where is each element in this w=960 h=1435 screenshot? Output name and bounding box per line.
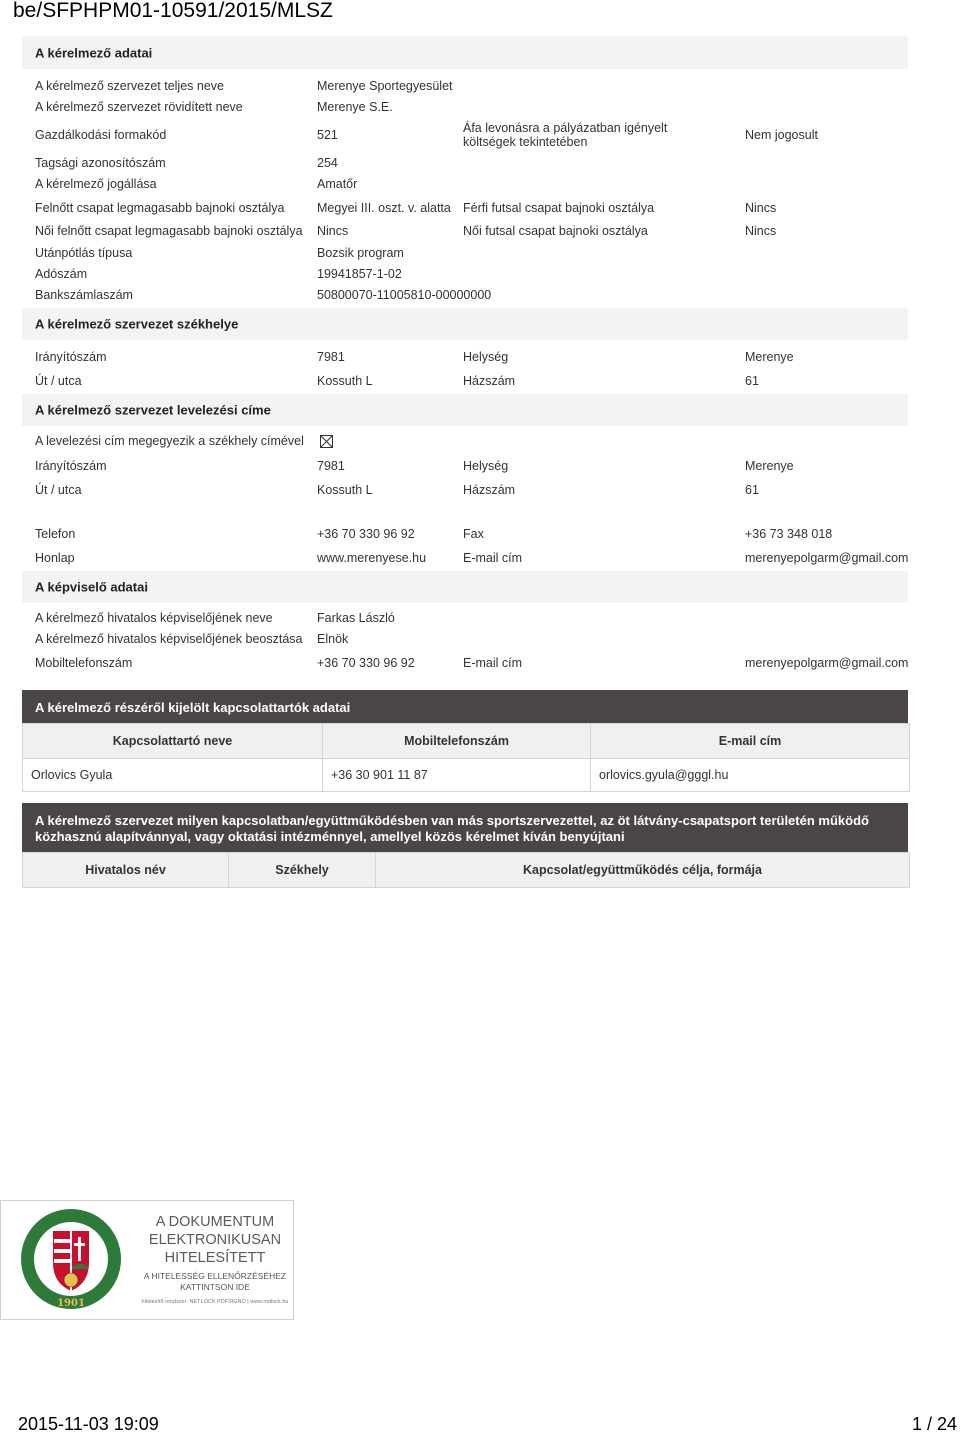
tax-number-value: 19941857-1-02 bbox=[317, 267, 402, 281]
authentication-seal[interactable] bbox=[0, 1200, 294, 1320]
mail-zip-label: Irányítószám bbox=[35, 459, 107, 473]
document-id: be/SFPHPM01-10591/2015/MLSZ bbox=[13, 0, 333, 22]
rep-email-label: E-mail cím bbox=[463, 656, 523, 670]
contacts-heading-bar bbox=[22, 690, 908, 723]
seat-city-label: Helység bbox=[463, 350, 509, 364]
seat-house-label: Házszám bbox=[463, 374, 516, 388]
footer-datetime: 2015-11-03 19:09 bbox=[18, 1414, 159, 1434]
phone-value: +36 70 330 96 92 bbox=[317, 527, 415, 541]
seal-line1: A DOKUMENTUM bbox=[155, 1214, 275, 1230]
seal-provider: hitelesítő rendszer: NETLOCK PDFSIGNO | www.netlock.hu bbox=[141, 1299, 289, 1305]
seat-zip-value: 7981 bbox=[317, 350, 345, 364]
contacts-table bbox=[22, 723, 910, 792]
checkbox-cross-icon bbox=[321, 436, 332, 447]
rep-mobile-value: +36 70 330 96 92 bbox=[317, 656, 415, 670]
contacts-heading: A kérelmező részéről kijelölt kapcsolattartók adatai bbox=[35, 700, 351, 715]
mail-street-value: Kossuth L bbox=[317, 483, 373, 497]
contact-name: Orlovics Gyula bbox=[23, 759, 323, 792]
same-address-checkbox[interactable] bbox=[320, 435, 333, 448]
coop-heading-line1: A kérelmező szervezet milyen kapcsolatban/együttműködésben van más sportszervezettel, az öt látvány-csapatsport területén működő bbox=[35, 813, 869, 828]
women-futsal-value: Nincs bbox=[745, 224, 777, 238]
adult-division-label: Felnőtt csapat legmagasabb bajnoki osztálya bbox=[35, 201, 285, 215]
seal-verify-text bbox=[140, 1271, 290, 1293]
column-header: Kapcsolattartó neve bbox=[23, 724, 323, 759]
seat-street-value: Kossuth L bbox=[317, 374, 373, 388]
column-header: Székhely bbox=[229, 853, 376, 888]
seal-small1: A HITELESSÉG ELLENŐRZÉSÉHEZ bbox=[143, 1271, 287, 1281]
website-label: Honlap bbox=[35, 551, 75, 565]
mail-house-label: Házszám bbox=[463, 483, 516, 497]
econ-code-value: 521 bbox=[317, 128, 338, 142]
seat-zip-label: Irányítószám bbox=[35, 350, 107, 364]
seal-title bbox=[140, 1213, 290, 1267]
vat-label-line1: Áfa levonásra a pályázatban igényelt bbox=[463, 121, 668, 135]
column-header: Mobiltelefonszám bbox=[323, 724, 591, 759]
phone-label: Telefon bbox=[35, 527, 76, 541]
tax-number-label: Adószám bbox=[35, 267, 88, 281]
full-name-value: Merenye Sportegyesület bbox=[317, 79, 453, 93]
mail-zip-value: 7981 bbox=[317, 459, 345, 473]
rep-position-label: A kérelmező hivatalos képviselőjének beosztása bbox=[35, 632, 303, 646]
women-futsal-label: Női futsal csapat bajnoki osztálya bbox=[463, 224, 648, 238]
rep-email-value: merenyepolgarm@gmail.com bbox=[745, 656, 909, 670]
section-mailing bbox=[22, 394, 908, 426]
table-row bbox=[23, 759, 910, 792]
seat-street-label: Út / utca bbox=[35, 374, 82, 388]
email-value: merenyepolgarm@gmail.com bbox=[745, 551, 909, 565]
table-header-row bbox=[23, 724, 910, 759]
rep-mobile-label: Mobiltelefonszám bbox=[35, 656, 133, 670]
seal-line3: HITELESÍTETT bbox=[164, 1250, 266, 1266]
page-number: 1 / 24 bbox=[911, 1414, 957, 1434]
rep-name-value: Farkas László bbox=[317, 611, 395, 625]
youth-type-value: Bozsik program bbox=[317, 246, 404, 260]
adult-division-value: Megyei III. oszt. v. alatta bbox=[317, 201, 451, 215]
coop-heading-line2: közhasznú alapítvánnyal, vagy oktatási intézménnyel, amellyel közös kérelmet kíván benyújtani bbox=[35, 829, 625, 844]
bank-account-value: 50800070-11005810-00000000 bbox=[317, 288, 492, 302]
column-header: E-mail cím bbox=[591, 724, 910, 759]
website-value: www.merenyese.hu bbox=[317, 551, 427, 565]
section-applicant bbox=[22, 36, 908, 69]
seat-house-value: 61 bbox=[745, 374, 759, 388]
contact-mobile: +36 30 901 11 87 bbox=[323, 759, 591, 792]
mail-city-value: Merenye bbox=[745, 459, 794, 473]
section-representative bbox=[22, 571, 908, 603]
mlsz-logo-icon bbox=[19, 1207, 123, 1311]
table-header-row bbox=[23, 853, 910, 888]
section-title: A kérelmező szervezet levelezési címe bbox=[35, 402, 271, 418]
seal-small2: KATTINTSON IDE bbox=[180, 1282, 250, 1292]
member-id-label: Tagsági azonosítószám bbox=[35, 156, 166, 170]
women-division-value: Nincs bbox=[317, 224, 349, 238]
section-seat bbox=[22, 308, 908, 340]
mail-city-label: Helység bbox=[463, 459, 509, 473]
legal-status-label: A kérelmező jogállása bbox=[35, 177, 157, 191]
vat-value: Nem jogosult bbox=[745, 128, 818, 142]
same-address-label: A levelezési cím megegyezik a székhely címével bbox=[35, 434, 304, 448]
logo-year: 1901 bbox=[57, 1298, 85, 1309]
legal-status-value: Amatőr bbox=[317, 177, 358, 191]
full-name-label: A kérelmező szervezet teljes neve bbox=[35, 79, 224, 93]
men-futsal-value: Nincs bbox=[745, 201, 777, 215]
rep-position-value: Elnök bbox=[317, 632, 349, 646]
mail-street-label: Út / utca bbox=[35, 483, 82, 497]
mail-house-value: 61 bbox=[745, 483, 759, 497]
section-title: A képviselő adatai bbox=[35, 579, 148, 595]
member-id-value: 254 bbox=[317, 156, 338, 170]
column-header: Hivatalos név bbox=[23, 853, 229, 888]
fax-value: +36 73 348 018 bbox=[745, 527, 833, 541]
short-name-label: A kérelmező szervezet rövidített neve bbox=[35, 100, 243, 114]
men-futsal-label: Férfi futsal csapat bajnoki osztálya bbox=[463, 201, 655, 215]
women-division-label: Női felnőtt csapat legmagasabb bajnoki osztálya bbox=[35, 224, 303, 238]
column-header: Kapcsolat/együttműködés célja, formája bbox=[376, 853, 910, 888]
bank-account-label: Bankszámlaszám bbox=[35, 288, 133, 302]
section-title: A kérelmező szervezet székhelye bbox=[35, 316, 239, 332]
seat-city-value: Merenye bbox=[745, 350, 794, 364]
coop-heading-bar bbox=[22, 803, 908, 852]
seal-line2: ELEKTRONIKUSAN bbox=[148, 1232, 282, 1248]
vat-label-line2: költségek tekintetében bbox=[463, 135, 588, 149]
econ-code-label: Gazdálkodási formakód bbox=[35, 128, 167, 142]
section-title: A kérelmező adatai bbox=[35, 45, 153, 60]
rep-name-label: A kérelmező hivatalos képviselőjének neve bbox=[35, 611, 273, 625]
contact-email: orlovics.gyula@gggl.hu bbox=[591, 759, 910, 792]
fax-label: Fax bbox=[463, 527, 484, 541]
short-name-value: Merenye S.E. bbox=[317, 100, 393, 114]
email-label: E-mail cím bbox=[463, 551, 523, 565]
youth-type-label: Utánpótlás típusa bbox=[35, 246, 133, 260]
coop-table bbox=[22, 852, 910, 888]
